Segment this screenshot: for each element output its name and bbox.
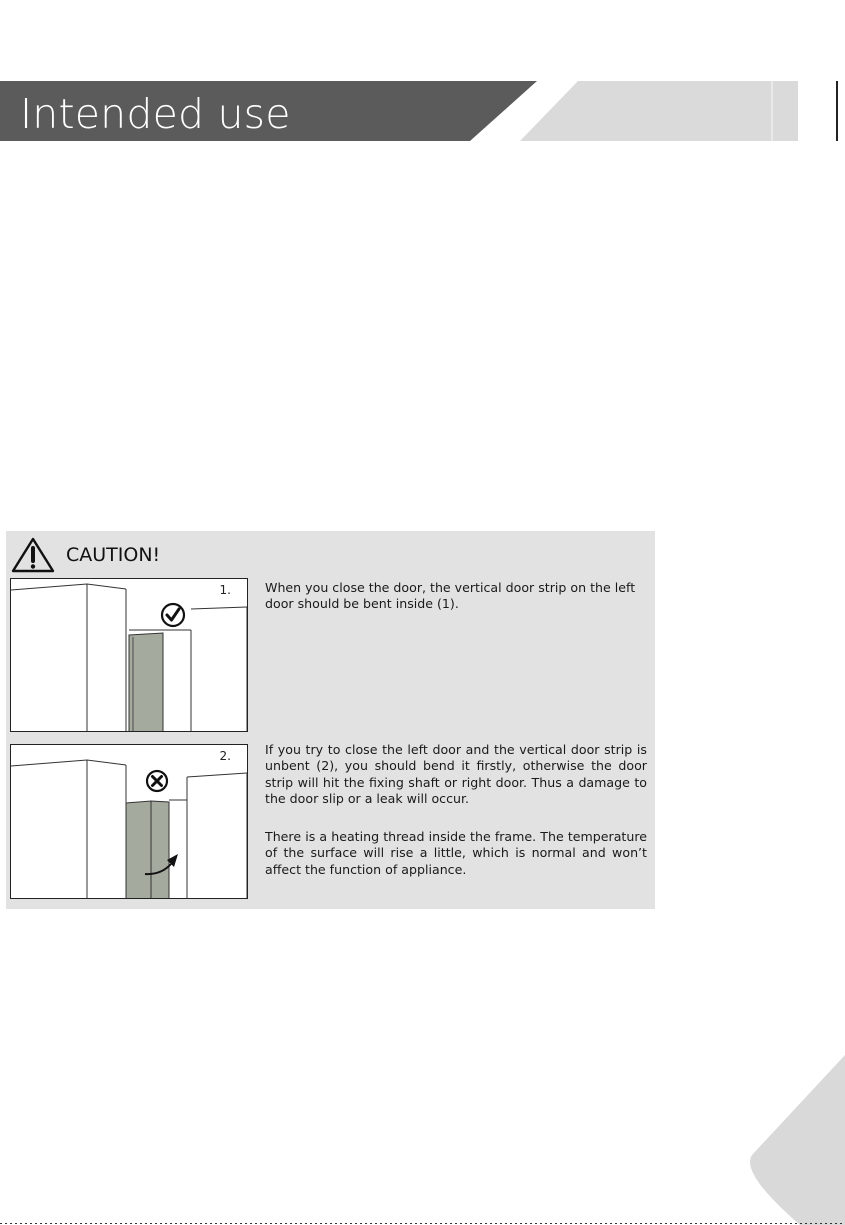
header-edge-mark xyxy=(836,81,838,141)
caution-header xyxy=(10,536,310,574)
x-circle-icon xyxy=(147,771,167,791)
page-header xyxy=(0,0,845,150)
check-circle-icon xyxy=(162,604,184,626)
page-title: Intended use xyxy=(20,90,291,138)
figure-2 xyxy=(10,744,248,899)
figure-1-illustration xyxy=(11,579,248,732)
caution-box xyxy=(6,531,655,909)
warning-triangle-icon xyxy=(10,536,56,574)
caution-title: CAUTION! xyxy=(66,544,161,566)
caution-paragraph-2: If you try to close the left door and the vertical door strip is unbent (2), you should bend it firstly, otherwise the door strip will hit the fixing shaft or right door. Thus a damage to the door slip or a leak will occur. xyxy=(265,742,647,807)
figure-number: 1. xyxy=(219,583,231,597)
header-tab-shape xyxy=(520,81,798,141)
door-strip-unbent xyxy=(126,801,151,899)
page-corner-tab xyxy=(740,1055,845,1225)
caution-paragraph-3: There is a heating thread inside the frame. The temperature of the surface will rise a little, which is normal and won’t affect the function of appliance. xyxy=(265,829,647,877)
door-strip-bent xyxy=(129,633,163,732)
figure-2-illustration xyxy=(11,745,248,899)
figure-1 xyxy=(10,578,248,732)
figure-number: 2. xyxy=(219,749,231,763)
caution-paragraph-1: When you close the door, the vertical door strip on the left door should be bent inside (1). xyxy=(265,580,636,612)
